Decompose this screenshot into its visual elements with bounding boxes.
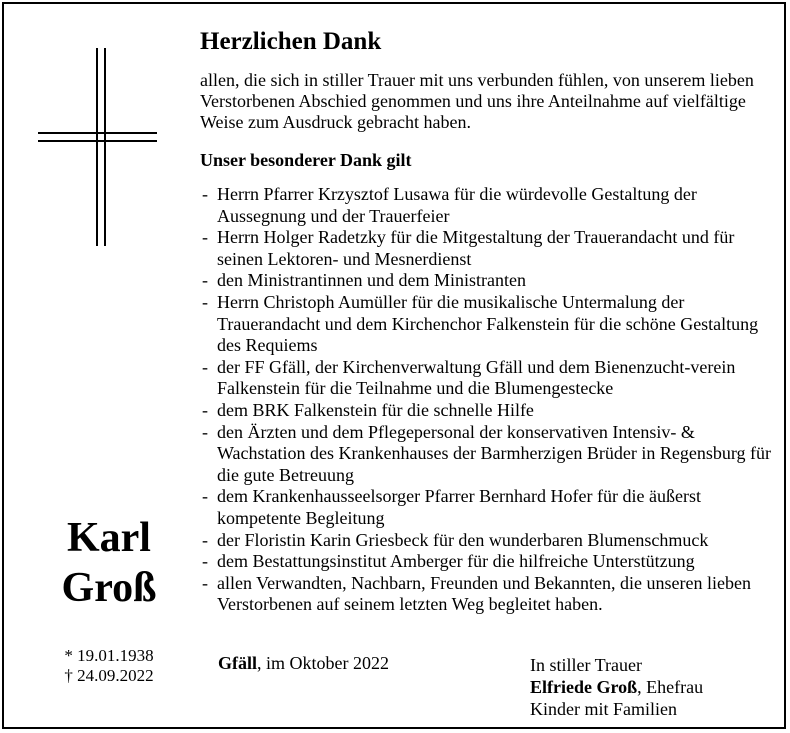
signature-line-1: In stiller Trauer: [530, 655, 642, 675]
life-dates: [34, 646, 184, 686]
signature-name: Elfriede Groß: [530, 677, 638, 697]
list-item: - Herrn Christoph Aumüller für die musikalische Untermalung der Trauerandacht und dem Kirchenchor Falkenstein für die schöne Gestaltung des Requiems: [200, 292, 780, 357]
list-item: - den Ärzten und dem Pflegepersonal der konservativen Intensiv- & Wachstation des Krankenhauses der Barmherzigen Brüder in Regensburg für die gute Betreuung: [200, 422, 780, 487]
place-name: Gfäll: [218, 653, 257, 673]
signature-line-2: [530, 676, 703, 698]
list-item: - dem BRK Falkenstein für die schnelle Hilfe: [200, 400, 780, 422]
deceased-first-name: Karl: [67, 515, 151, 561]
signature-relation: , Ehefrau: [637, 677, 704, 697]
notice-intro: allen, die sich in stiller Trauer mit uns verbunden fühlen, von unserem lieben Verstorbenen Abschied genommen und uns ihre Anteilnahme auf vielfältige Weise zum Ausdruck gebracht haben.: [200, 70, 754, 132]
list-item: - dem Bestattungsinstitut Amberger für die hilfreiche Unterstützung: [200, 551, 780, 573]
deceased-last-name: Groß: [61, 565, 157, 611]
signature-block: [530, 654, 703, 720]
notice-title: Herzlichen Dank: [200, 28, 382, 55]
cross-icon: [38, 48, 158, 248]
date-text: , im Oktober 2022: [257, 653, 389, 673]
list-item: - dem Krankenhausseelsorger Pfarrer Bernhard Hofer für die äußerst kompetente Begleitung: [200, 486, 780, 529]
notice-subtitle: Unser besonderer Dank gilt: [200, 150, 412, 170]
thanks-list: [200, 184, 780, 616]
list-item: - der Floristin Karin Griesbeck für den wunderbaren Blumenschmuck: [200, 530, 780, 552]
list-item: - Herrn Holger Radetzky für die Mitgestaltung der Trauerandacht und für seinen Lektoren- und Mesnerdienst: [200, 227, 780, 270]
list-item: - allen Verwandten, Nachbarn, Freunden und Bekannten, die unseren lieben Verstorbenen auf seinem letzten Weg begleitet haben.: [200, 573, 780, 616]
list-item: - Herrn Pfarrer Krzysztof Lusawa für die würdevolle Gestaltung der Aussegnung und der Trauerfeier: [200, 184, 780, 227]
place-and-date: [218, 652, 389, 674]
obituary-notice: [2, 2, 786, 729]
birth-date: * 19.01.1938: [64, 646, 154, 665]
list-item: - der FF Gfäll, der Kirchenverwaltung Gfäll und dem Bienenzucht-verein Falkenstein für die Teilnahme und die Blumengestecke: [200, 357, 780, 400]
list-item: - den Ministrantinnen und dem Ministranten: [200, 270, 780, 292]
signature-line-3: Kinder mit Familien: [530, 699, 677, 719]
death-date: † 24.09.2022: [64, 666, 154, 685]
